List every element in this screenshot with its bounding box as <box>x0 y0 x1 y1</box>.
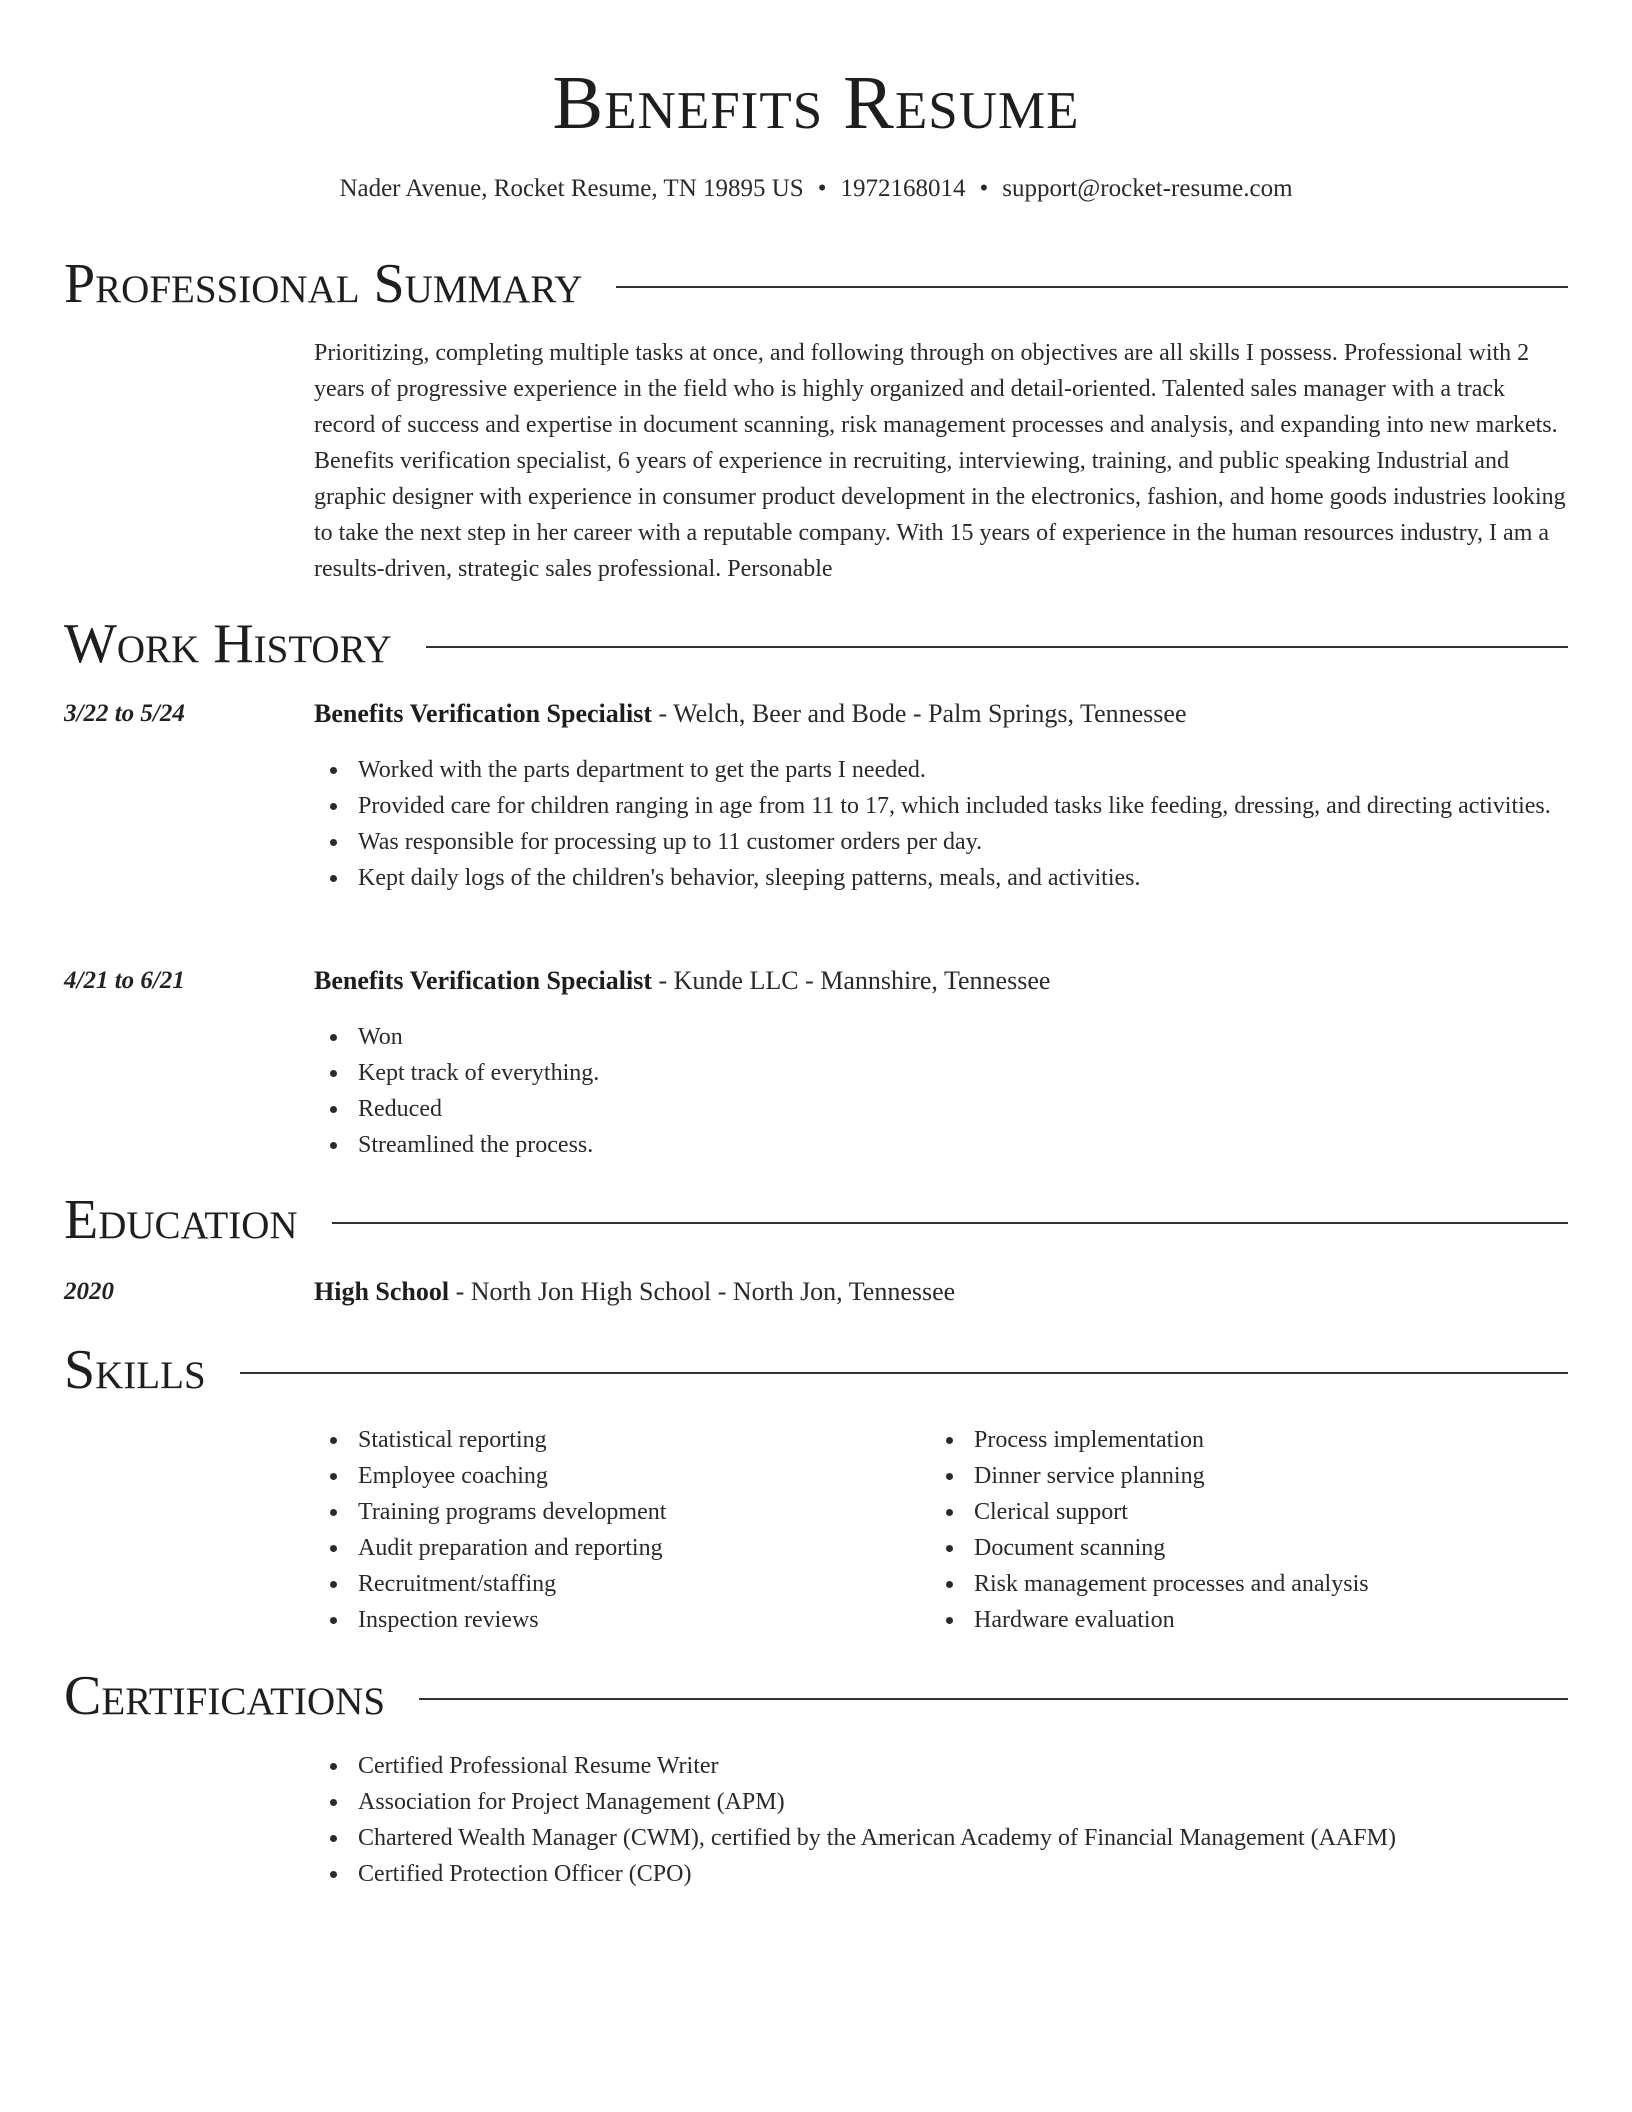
section-header-work <box>64 612 1568 676</box>
skills-list-right <box>930 1422 1570 1638</box>
list-item: Was responsible for processing up to 11 customer orders per day. <box>314 824 1568 860</box>
list-item: Reduced <box>314 1091 1568 1127</box>
contact-separator: • <box>817 175 827 202</box>
skill-item: Inspection reviews <box>314 1602 914 1638</box>
job-employer: - Welch, Beer and Bode - Palm Springs, Tennessee <box>651 699 1187 728</box>
list-item: Kept daily logs of the children's behavior, sleeping patterns, meals, and activities. <box>314 860 1568 896</box>
list-item: Won <box>314 1019 1568 1055</box>
section-divider <box>426 646 1568 648</box>
list-item: Kept track of everything. <box>314 1055 1568 1091</box>
skill-item: Recruitment/staffing <box>314 1566 914 1602</box>
skill-item: Risk management processes and analysis <box>930 1566 1570 1602</box>
section-header-summary <box>64 252 1568 316</box>
contact-separator: • <box>979 175 989 202</box>
job-role: Benefits Verification Specialist <box>314 699 652 728</box>
summary-text: Prioritizing, completing multiple tasks at once, and following through on objectives are all skills I possess. Professional with 2 years of progressive experience in the field who is highly organized and detail-oriented. Talented sales manager with a track record of success and expertise in document scanning, risk management processes and analysis, and expanding into new markets. Benefits verification specialist, 6 years of experience in recruiting, interviewing, training, and public speaking Industrial and graphic designer with experience in consumer product development in the electronics, fashion, and home goods industries looking to take the next step in her career with a reputable company. With 15 years of experience in the human resources industry, I am a results-driven, strategic sales professional. Personable <box>314 340 1566 582</box>
contact-email: support@rocket-resume.com <box>1002 175 1293 202</box>
education-school: - North Jon High School - North Jon, Tennessee <box>449 1277 956 1306</box>
section-divider <box>419 1698 1568 1700</box>
education-line <box>314 1274 1568 1310</box>
skill-item: Statistical reporting <box>314 1422 914 1458</box>
skill-item: Dinner service planning <box>930 1458 1570 1494</box>
skill-item: Audit preparation and reporting <box>314 1530 914 1566</box>
skill-item: Training programs development <box>314 1494 914 1530</box>
skill-item: Hardware evaluation <box>930 1602 1570 1638</box>
certifications-list <box>314 1748 1568 1892</box>
contact-line <box>0 172 1632 206</box>
section-divider <box>332 1222 1568 1224</box>
section-header-certifications <box>64 1664 1568 1728</box>
certification-item: Certified Professional Resume Writer <box>314 1748 1568 1784</box>
job-dates: 3/22 to 5/24 <box>64 700 185 727</box>
section-header-education <box>64 1188 1568 1252</box>
job-title-line <box>314 963 1568 999</box>
section-divider <box>616 286 1568 288</box>
list-item: Streamlined the process. <box>314 1127 1568 1163</box>
certification-item: Association for Project Management (APM) <box>314 1784 1568 1820</box>
job-employer: - Kunde LLC - Mannshire, Tennessee <box>651 966 1051 995</box>
list-item: Worked with the parts department to get the parts I needed. <box>314 752 1568 788</box>
job-title-line <box>314 696 1568 732</box>
list-item: Provided care for children ranging in age from 11 to 17, which included tasks like feeding, dressing, and directing activities. <box>314 788 1568 824</box>
job-dates: 4/21 to 6/21 <box>64 967 185 994</box>
contact-phone: 1972168014 <box>840 175 966 202</box>
job-bullets <box>314 1019 1568 1163</box>
skill-item: Process implementation <box>930 1422 1570 1458</box>
section-divider <box>240 1372 1568 1374</box>
section-title-work: Work History <box>64 613 392 675</box>
section-title-education: Education <box>64 1189 298 1251</box>
resume-name: Benefits Resume <box>552 61 1080 145</box>
job-bullets <box>314 752 1568 896</box>
contact-address: Nader Avenue, Rocket Resume, TN 19895 US <box>339 175 804 202</box>
section-header-skills <box>64 1338 1568 1402</box>
skill-item: Employee coaching <box>314 1458 914 1494</box>
section-title-summary: Professional Summary <box>64 253 583 315</box>
skills-list-left <box>314 1422 914 1638</box>
skill-item: Document scanning <box>930 1530 1570 1566</box>
section-title-certifications: Certifications <box>64 1665 386 1727</box>
education-degree: High School <box>314 1277 450 1306</box>
education-year: 2020 <box>64 1278 114 1305</box>
section-title-skills: Skills <box>64 1339 206 1401</box>
certification-item: Certified Protection Officer (CPO) <box>314 1856 1568 1892</box>
certification-item: Chartered Wealth Manager (CWM), certified by the American Academy of Financial Management (AAFM) <box>314 1820 1568 1856</box>
skill-item: Clerical support <box>930 1494 1570 1530</box>
job-role: Benefits Verification Specialist <box>314 966 652 995</box>
